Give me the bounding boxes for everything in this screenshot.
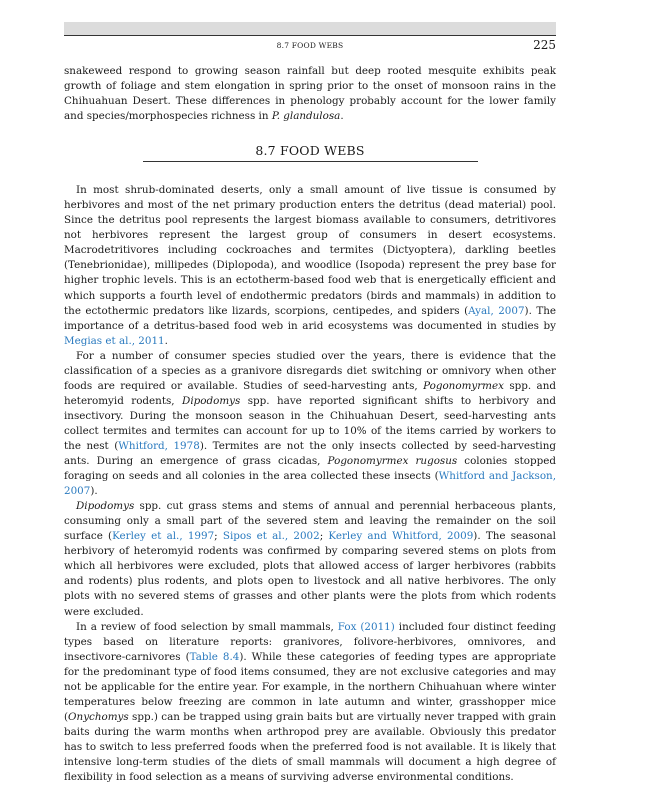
citation-link[interactable]: Kerley et al., 1997: [112, 530, 215, 543]
header-bar: [64, 22, 556, 35]
citation-link[interactable]: Whitford and Jackson, 2007: [64, 470, 556, 498]
paragraph-food-selection: In a review of food selection by small mammals, Fox (2011) included four distinct feeding types based on literature reports: granivores, folivore-herbivores, omnivores, and insectivore-carnivores (Table 8.4). While these categories of feeding types are appropriate for the predominant type of food items consumed, they are not exclusive categories and may not be applicable for the entire year. For example, in the northern Chihuahuan where winter temperatures below freezing are common in late autumn and winter, grasshopper mice (Onychomys spp.) can be trapped using grain baits but are virtually never trapped with grain baits during the warm months when arthropod prey are available. Obviously this predator has to switch to less preferred foods when the preferred food is not available. It is likely that intensive long-term studies of the diets of small mammals will document a high degree of flexibility in food selection as a means of surviving adverse environmental conditions.: [64, 620, 556, 784]
paragraph-dipodomys: Dipodomys spp. cut grass stems and stems of annual and perennial herbaceous plants, consuming only a small part of the severed stem and leaving the remainder on the soil surface (Kerley et al., 1997; Sipos et al., 2002; Kerley and Whitford, 2009). The seasonal herbivory of heteromyid rodents was confirmed by comparing severed stems on plots from which all herbivores were excluded, plots that allowed access of larger herbivores (rabbits and rodents) plus rodents, and plots open to livestock and all native herbivores. The only plots with no severed stems of grasses and other plants were the plots from which rodents were excluded.: [64, 500, 556, 618]
page-body: [64, 64, 556, 785]
citation-link[interactable]: Megias et al., 2011: [64, 334, 165, 347]
paragraph-diet-switching: For a number of consumer species studied over the years, there is evidence that the classification of a species as a granivore disregards diet switching or omnivory when other foods are required or available. Studies of seed-harvesting ants, Pogonomyrmex spp. and heteromyid rodents, Dipodomys spp. have reported significant shifts to herbivory and insectivory. During the monsoon season in the Chihuahuan Desert, seed-harvesting ants collect termites and termites can account for up to 10% of the items carried by workers to the nest (Whitford, 1978). Termites are not the only insects collected by seed-harvesting ants. During an emergence of grass cicadas, Pogonomyrmex rugosus colonies stopped foraging on seeds and all colonies in the area collected these insects (Whitford and Jackson, 2007).: [64, 349, 557, 498]
running-header: [64, 38, 556, 52]
citation-link[interactable]: Sipos et al., 2002: [222, 530, 320, 543]
citation-link[interactable]: Whitford, 1978: [118, 439, 200, 452]
paragraph-detritus: In most shrub-dominated deserts, only a small amount of live tissue is consumed by herbivores and most of the net primary production enters the detritus (dead material) pool. Since the detritus pool represents the largest biomass available to consumers, detritivores not herbivores represent the largest group of consumers in desert ecosystems. Macrodetritivores including cockroaches and termites (Dictyoptera), darkling beetles (Tenebrionidae), millipedes (Diplopoda), and woodlice (Isopoda) represent the prey base for higher trophic levels. This is an ectotherm-based food web that is energetically efficient and which supports a fourth level of endothermic predators (birds and mammals) in addition to the ectothermic predators like lizards, scorpions, centipedes, and spiders (Ayal, 2007). The importance of a detritus-based food web in arid ecosystems was documented in studies by Megias et al., 2011.: [64, 184, 556, 347]
citation-link[interactable]: Ayal, 2007: [468, 304, 525, 317]
citation-link[interactable]: Kerley and Whitford, 2009: [328, 530, 474, 543]
header-rule: [64, 35, 556, 36]
citation-link[interactable]: Fox (2011): [337, 620, 395, 633]
page-number: 225: [533, 38, 556, 52]
section-heading: 8.7 FOOD WEBS: [143, 143, 478, 162]
continuation-paragraph: snakeweed respond to growing season rainfall but deep rooted mesquite exhibits peak growth of foliage and stem elongation in spring prior to the onset of monsoon rains in the Chihuahuan Desert. These differences in phenology probably account for the lower family and species/morphospecies richness in P. glandulosa.: [64, 65, 556, 123]
running-title: 8.7 FOOD WEBS: [276, 41, 344, 50]
table-reference-link[interactable]: Table 8.4: [189, 650, 240, 663]
